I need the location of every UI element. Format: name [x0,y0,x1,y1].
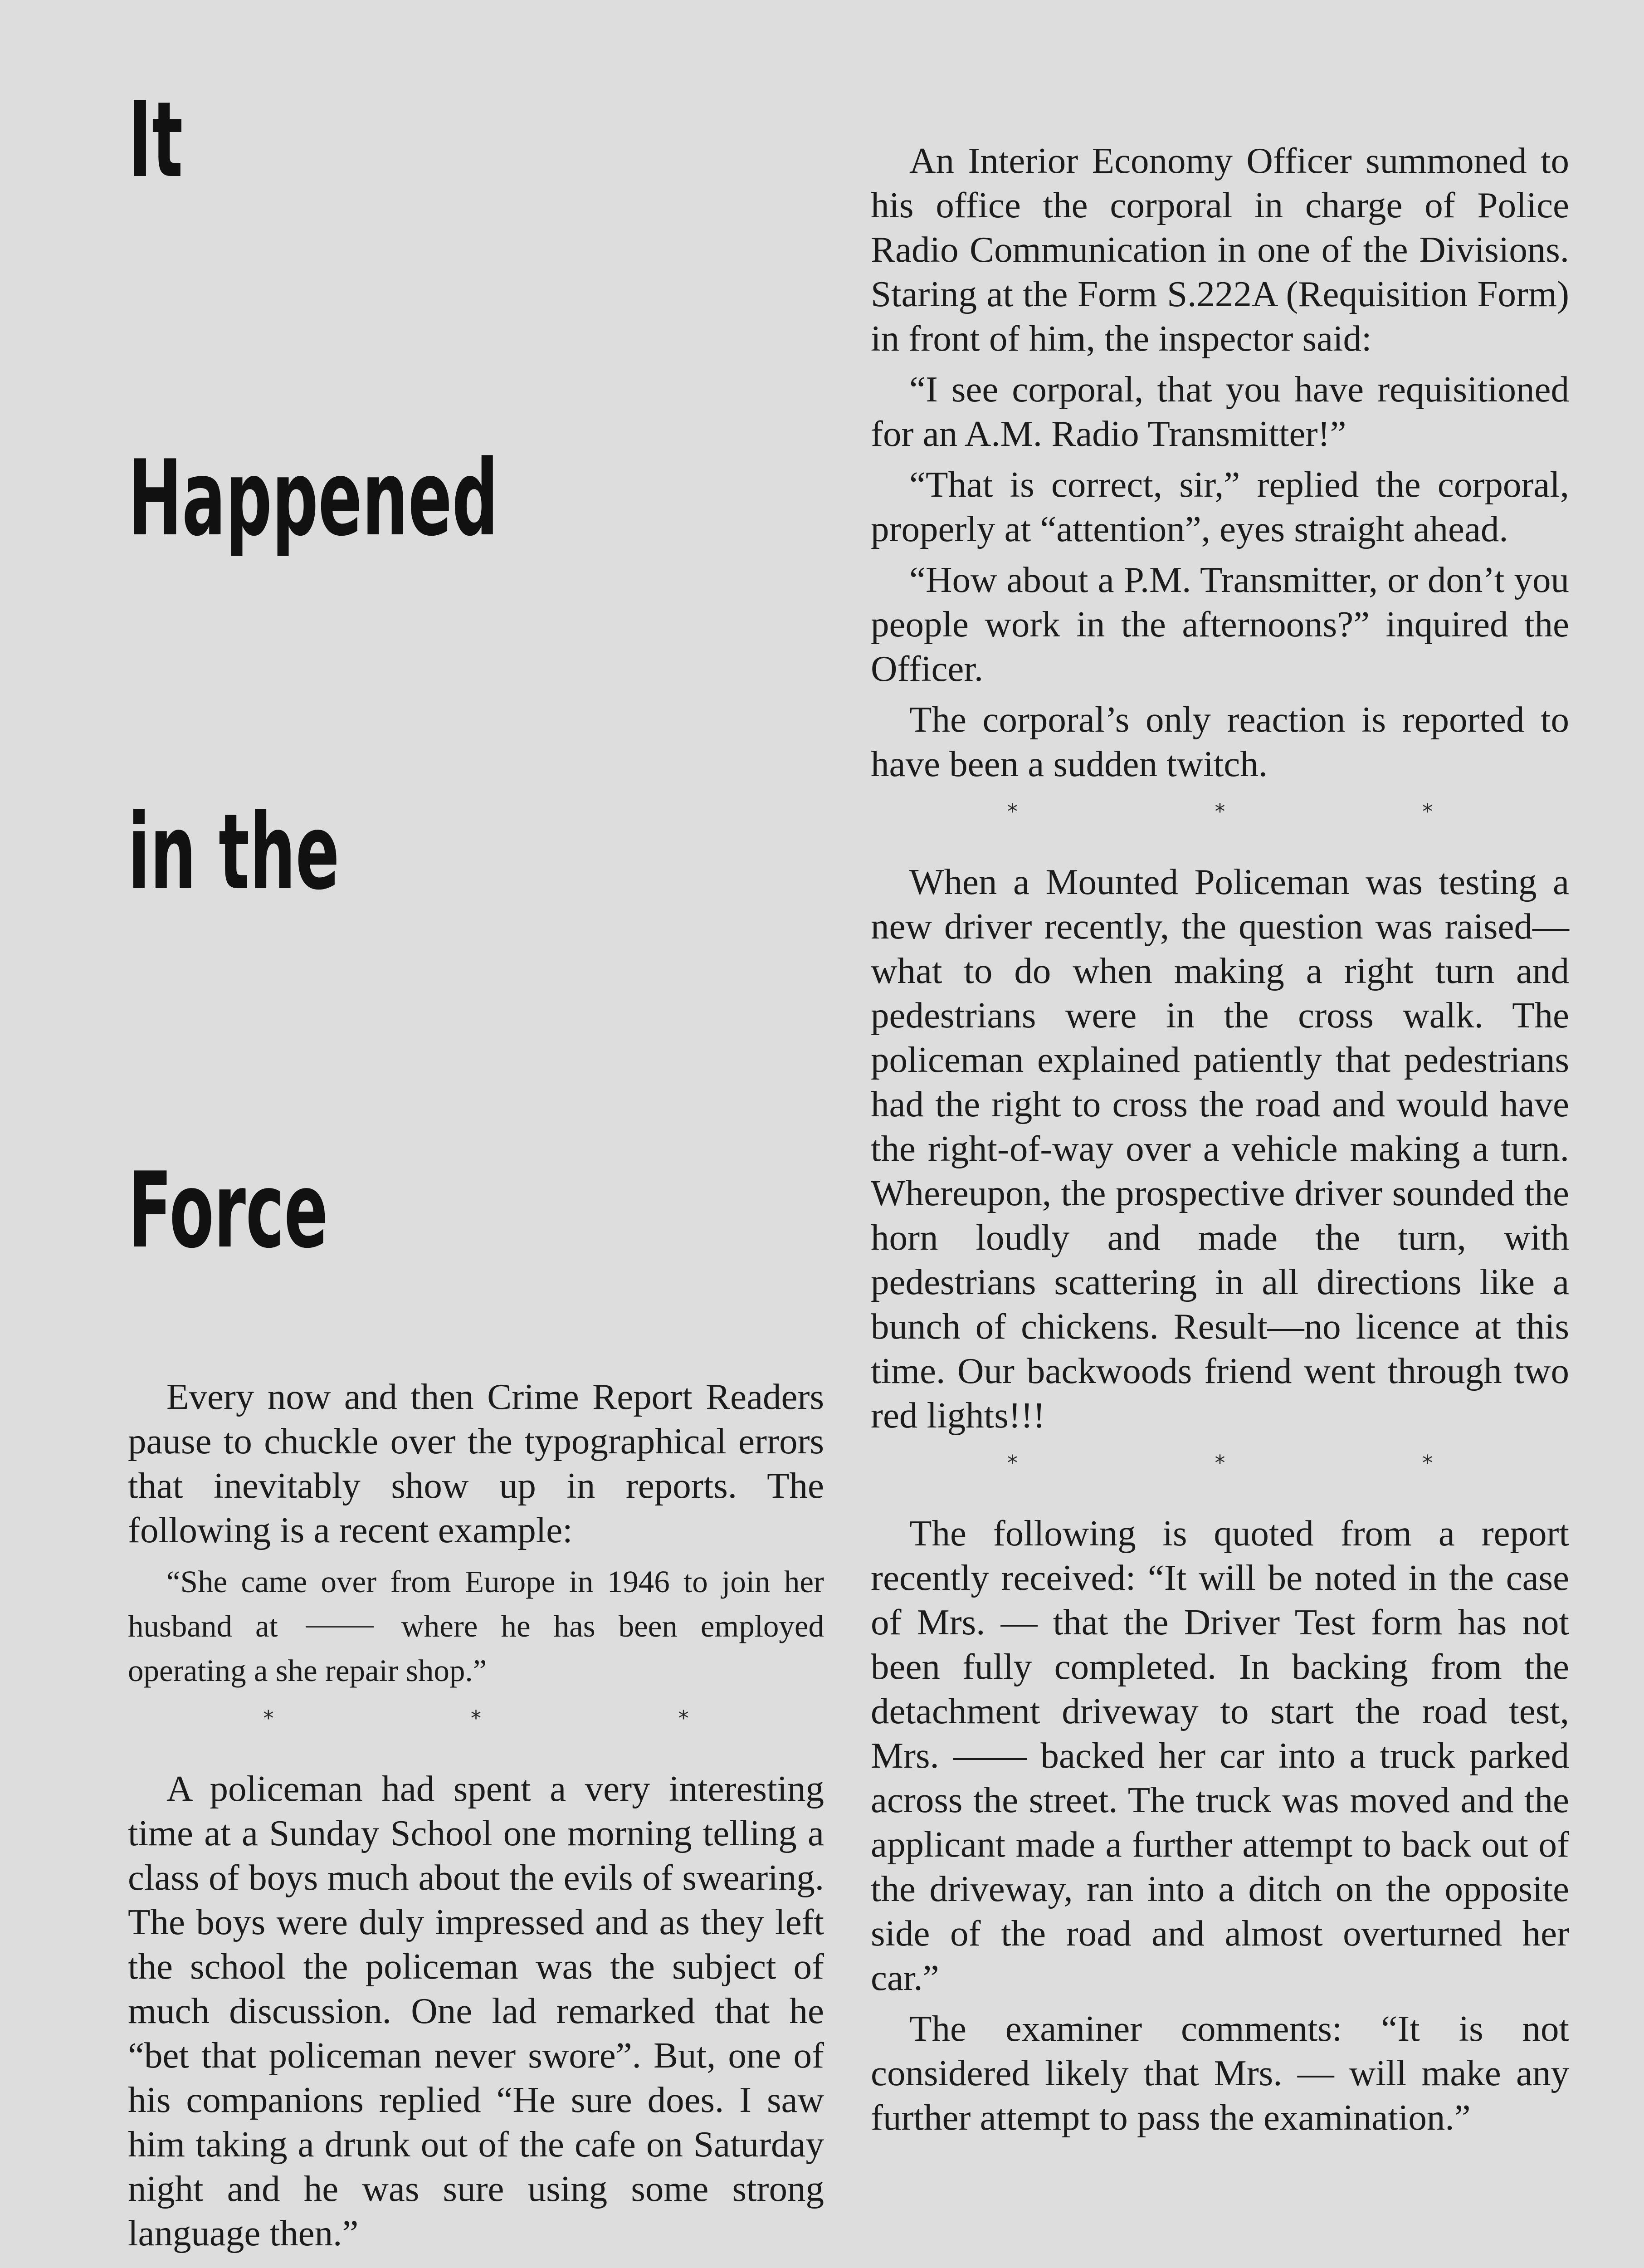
redacted-place-blank [306,1626,374,1628]
right-column [871,138,1569,2146]
typo-quote-part-1: “She came over from Europe in 1946 to join her husband at [128,1564,824,1643]
radio-story-paragraph-2: “I see corporal, that you have requisitioned for an A.M. Radio Transmitter!” [871,369,1569,454]
sunday-school-story: A policeman had spent a very interesting time at a Sunday School one morning telling a class of boys much about the evils of swearing. The boys were duly impressed and as they left the school the policeman was the subject of much discussion. One lad remarked that he “bet that policeman never swore”. But, one of his companions replied “He sure does. I saw him taking a drunk out of the cafe on Saturday night and he was sure using some strong language then.” [128,1768,824,2253]
report-quote-paragraph: The following is quoted from a report recently received: “It will be noted in the case of Mrs. — that the Driver Test form has not been fully completed. In backing from the detachment driveway to start the road test, Mrs. —— backed her car into a truck parked across the street. The truck was moved and the applicant made a further attempt to back out of the driveway, ran into a ditch on the opposite side of the road and almost overturned her car.” [871,1513,1569,1998]
radio-story-paragraph-3: “That is correct, sir,” replied the corporal, properly at “attention”, eyes straight ahead. [871,464,1569,549]
headline-line-4: Force [128,1150,328,1271]
section-separator: * * * [263,1706,784,1730]
intro-paragraph: Every now and then Crime Report Readers pause to chuckle over the typographical errors that inevitably show up in reports. The following is a recent example: [128,1376,824,1550]
radio-story-paragraph-5: The corporal’s only reaction is reported to have been a sudden twitch. [871,699,1569,784]
typo-quote-part-2: where he has been employed operating a she repair shop.” [128,1609,824,1688]
examiner-comment-paragraph: The examiner comments: “It is not considered likely that Mrs. — will make any further attempt to pass the examination.” [871,2008,1569,2138]
driver-test-story: When a Mounted Policeman was testing a new driver recently, the question was raised—what to do when making a right turn and pedestrians were in the cross walk. The policeman explained patiently that pedestrians had the right to cross the road and would have the right-of-way over a vehicle making a turn. Whereupon, the prospective driver sounded the horn loudly and made the turn, with pedestrians scattering in all directions like a bunch of chickens. Result—no licence at this time. Our backwoods friend went through two red lights!!! [871,861,1569,1436]
left-column [128,1374,824,2262]
headline-line-2: Happened [128,438,498,559]
headline-line-3: in the [128,792,340,913]
section-separator: * * * [1007,1451,1528,1475]
radio-story-paragraph-4: “How about a P.M. Transmitter, or don’t you people work in the afternoons?” inquired the Officer. [871,559,1569,689]
radio-story-paragraph-1: An Interior Economy Officer summoned to his office the corporal in charge of Police Radio Communication in one of the Divisions. Staring at the Form S.222A (Requisition Form) in front of him, the inspector said: [871,140,1569,359]
headline-line-1: It [128,80,183,201]
typo-quote [128,1559,824,1693]
section-separator: * * * [1007,799,1528,824]
